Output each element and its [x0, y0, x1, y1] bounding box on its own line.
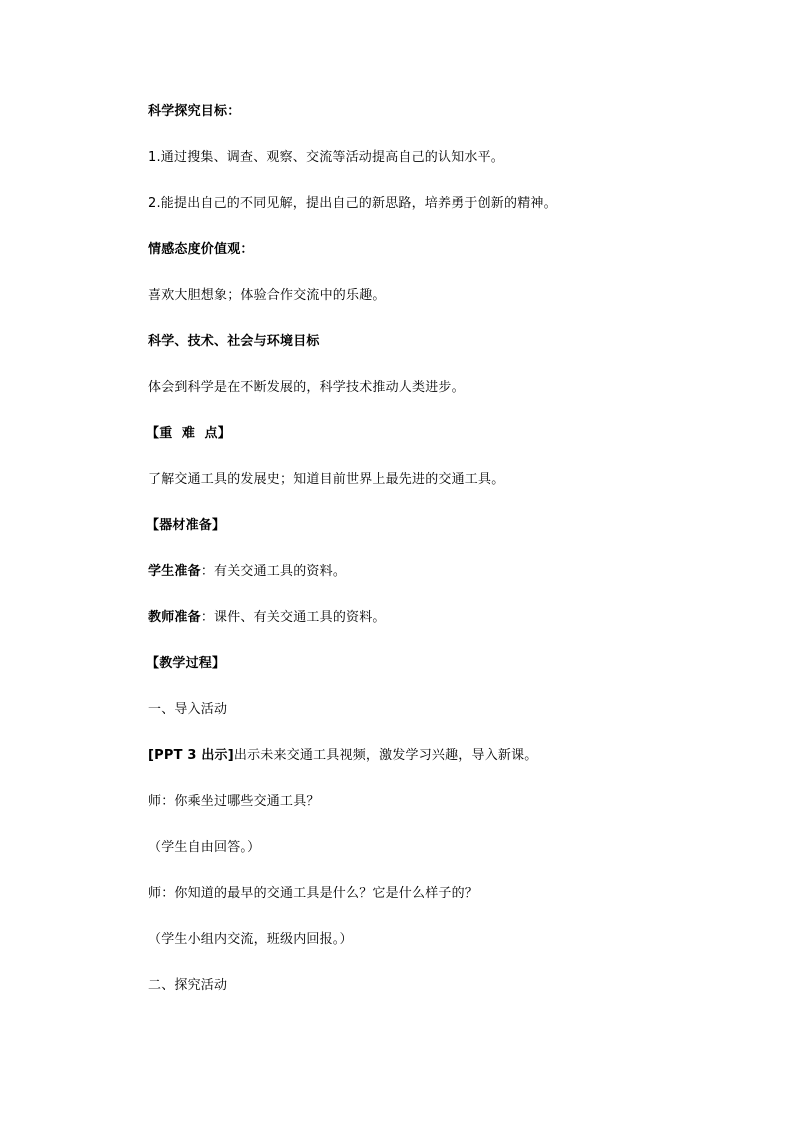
student-preparation: [148, 562, 346, 582]
emotional-values-text: 喜欢大胆想象；体验合作交流中的乐趣。: [148, 288, 386, 303]
heading-science-inquiry-goals: 科学探究目标：: [148, 104, 241, 119]
ppt-text: 出示未来交通工具视频，激发学习兴趣，导入新课。: [233, 748, 538, 763]
heading-teaching-process: 【教学过程】: [146, 656, 226, 671]
sts-goals-text: 体会到科学是在不断发展的，科学技术推动人类进步。: [148, 380, 465, 395]
teacher-preparation: [148, 608, 386, 628]
student-preparation-label: 学生准备: [148, 564, 201, 579]
ppt-instruction: [148, 746, 538, 766]
key-points-text: 了解交通工具的发展史；知道目前世界上最先进的交通工具。: [148, 472, 505, 487]
section-inquiry-activity: 二、探究活动: [148, 978, 228, 993]
heading-emotional-values: 情感态度价值观：: [148, 242, 254, 257]
student-response-1: （学生自由回答。）: [148, 840, 261, 855]
goal-item-1: 1.通过搜集、调查、观察、交流等活动提高自己的认知水平。: [148, 150, 505, 165]
teacher-question-2: 师：你知道的最早的交通工具是什么？它是什么样子的？: [148, 886, 479, 901]
heading-key-points: 【重 难 点】: [146, 426, 231, 441]
goal-item-2: 2.能提出自己的不同见解，提出自己的新思路，培养勇于创新的精神。: [148, 196, 557, 211]
heading-materials: 【器材准备】: [146, 518, 226, 533]
teacher-question-1: 师：你乘坐过哪些交通工具？: [148, 794, 320, 809]
ppt-label: [PPT 3 出示]: [148, 748, 234, 763]
teacher-preparation-label: 教师准备: [148, 610, 201, 625]
teacher-preparation-text: ：课件、有关交通工具的资料。: [200, 610, 386, 625]
section-intro-activity: 一、导入活动: [148, 702, 228, 717]
heading-sts-goals: 科学、技术、社会与环境目标: [148, 334, 320, 349]
student-preparation-text: ：有关交通工具的资料。: [200, 564, 347, 579]
student-response-2: （学生小组内交流，班级内回报。）: [148, 932, 353, 947]
